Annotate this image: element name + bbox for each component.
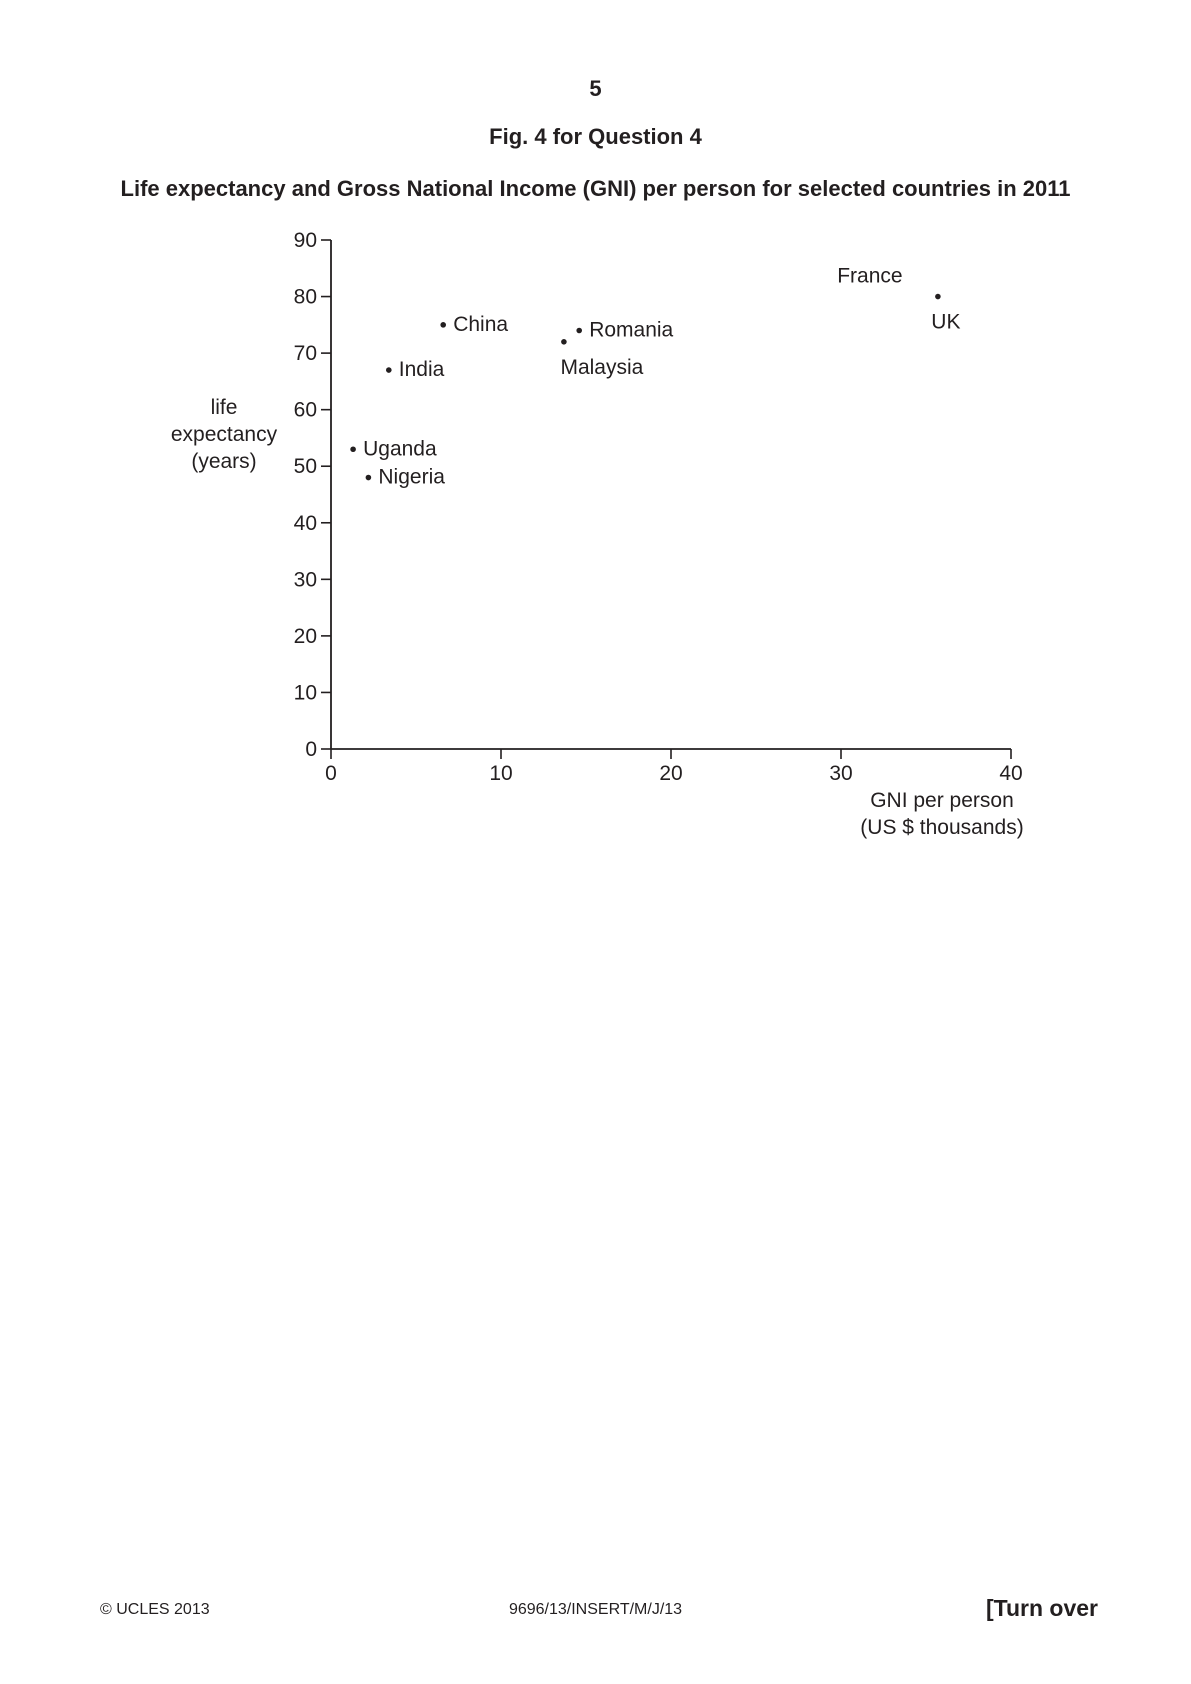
data-point: [561, 339, 567, 345]
x-axis-label: (US $ thousands): [860, 816, 1024, 839]
data-point: [935, 294, 941, 300]
turn-over-label: [Turn over: [985, 1595, 1098, 1621]
x-tick-label: 10: [489, 762, 513, 785]
y-tick-label: 60: [293, 398, 317, 422]
point-label: China: [453, 312, 509, 336]
y-tick-label: 30: [293, 568, 317, 592]
data-point: [386, 367, 392, 373]
y-tick-label: 80: [293, 285, 317, 309]
y-axis-label: expectancy: [170, 423, 278, 446]
point-label: Malaysia: [560, 355, 644, 379]
x-tick-label: 0: [325, 762, 337, 785]
y-tick-label: 90: [293, 229, 317, 252]
y-axis-label: (years): [191, 450, 257, 473]
chart-title: Life expectancy and Gross National Income (GNI) per person for selected countries in 2011: [120, 176, 1071, 201]
document-code: 9696/13/INSERT/M/J/13: [508, 1601, 683, 1618]
y-tick-label: 0: [305, 738, 317, 761]
figure-label: Fig. 4 for Question 4: [489, 124, 702, 149]
x-axis-label: GNI per person: [870, 789, 1014, 812]
point-label: India: [398, 358, 445, 382]
x-tick-label: 20: [659, 762, 683, 785]
point-label: Romania: [589, 318, 674, 342]
y-tick-label: 10: [293, 681, 317, 705]
y-axis-label: life: [210, 396, 238, 419]
y-tick-label: 20: [293, 624, 317, 648]
page-number: 5: [589, 76, 602, 101]
x-tick-label: 40: [999, 762, 1023, 785]
copyright-notice: © UCLES 2013: [100, 1601, 210, 1618]
data-point: [350, 446, 356, 452]
point-label: UK: [931, 310, 961, 334]
point-label: Uganda: [363, 437, 437, 461]
x-tick-label: 30: [829, 762, 853, 785]
data-point: [576, 328, 582, 334]
y-tick-label: 40: [293, 511, 317, 535]
y-tick-label: 50: [293, 455, 317, 479]
point-label: France: [837, 264, 903, 288]
data-point: [366, 475, 372, 481]
point-label: Nigeria: [378, 465, 445, 489]
data-point: [440, 322, 446, 328]
y-tick-label: 70: [293, 342, 317, 366]
